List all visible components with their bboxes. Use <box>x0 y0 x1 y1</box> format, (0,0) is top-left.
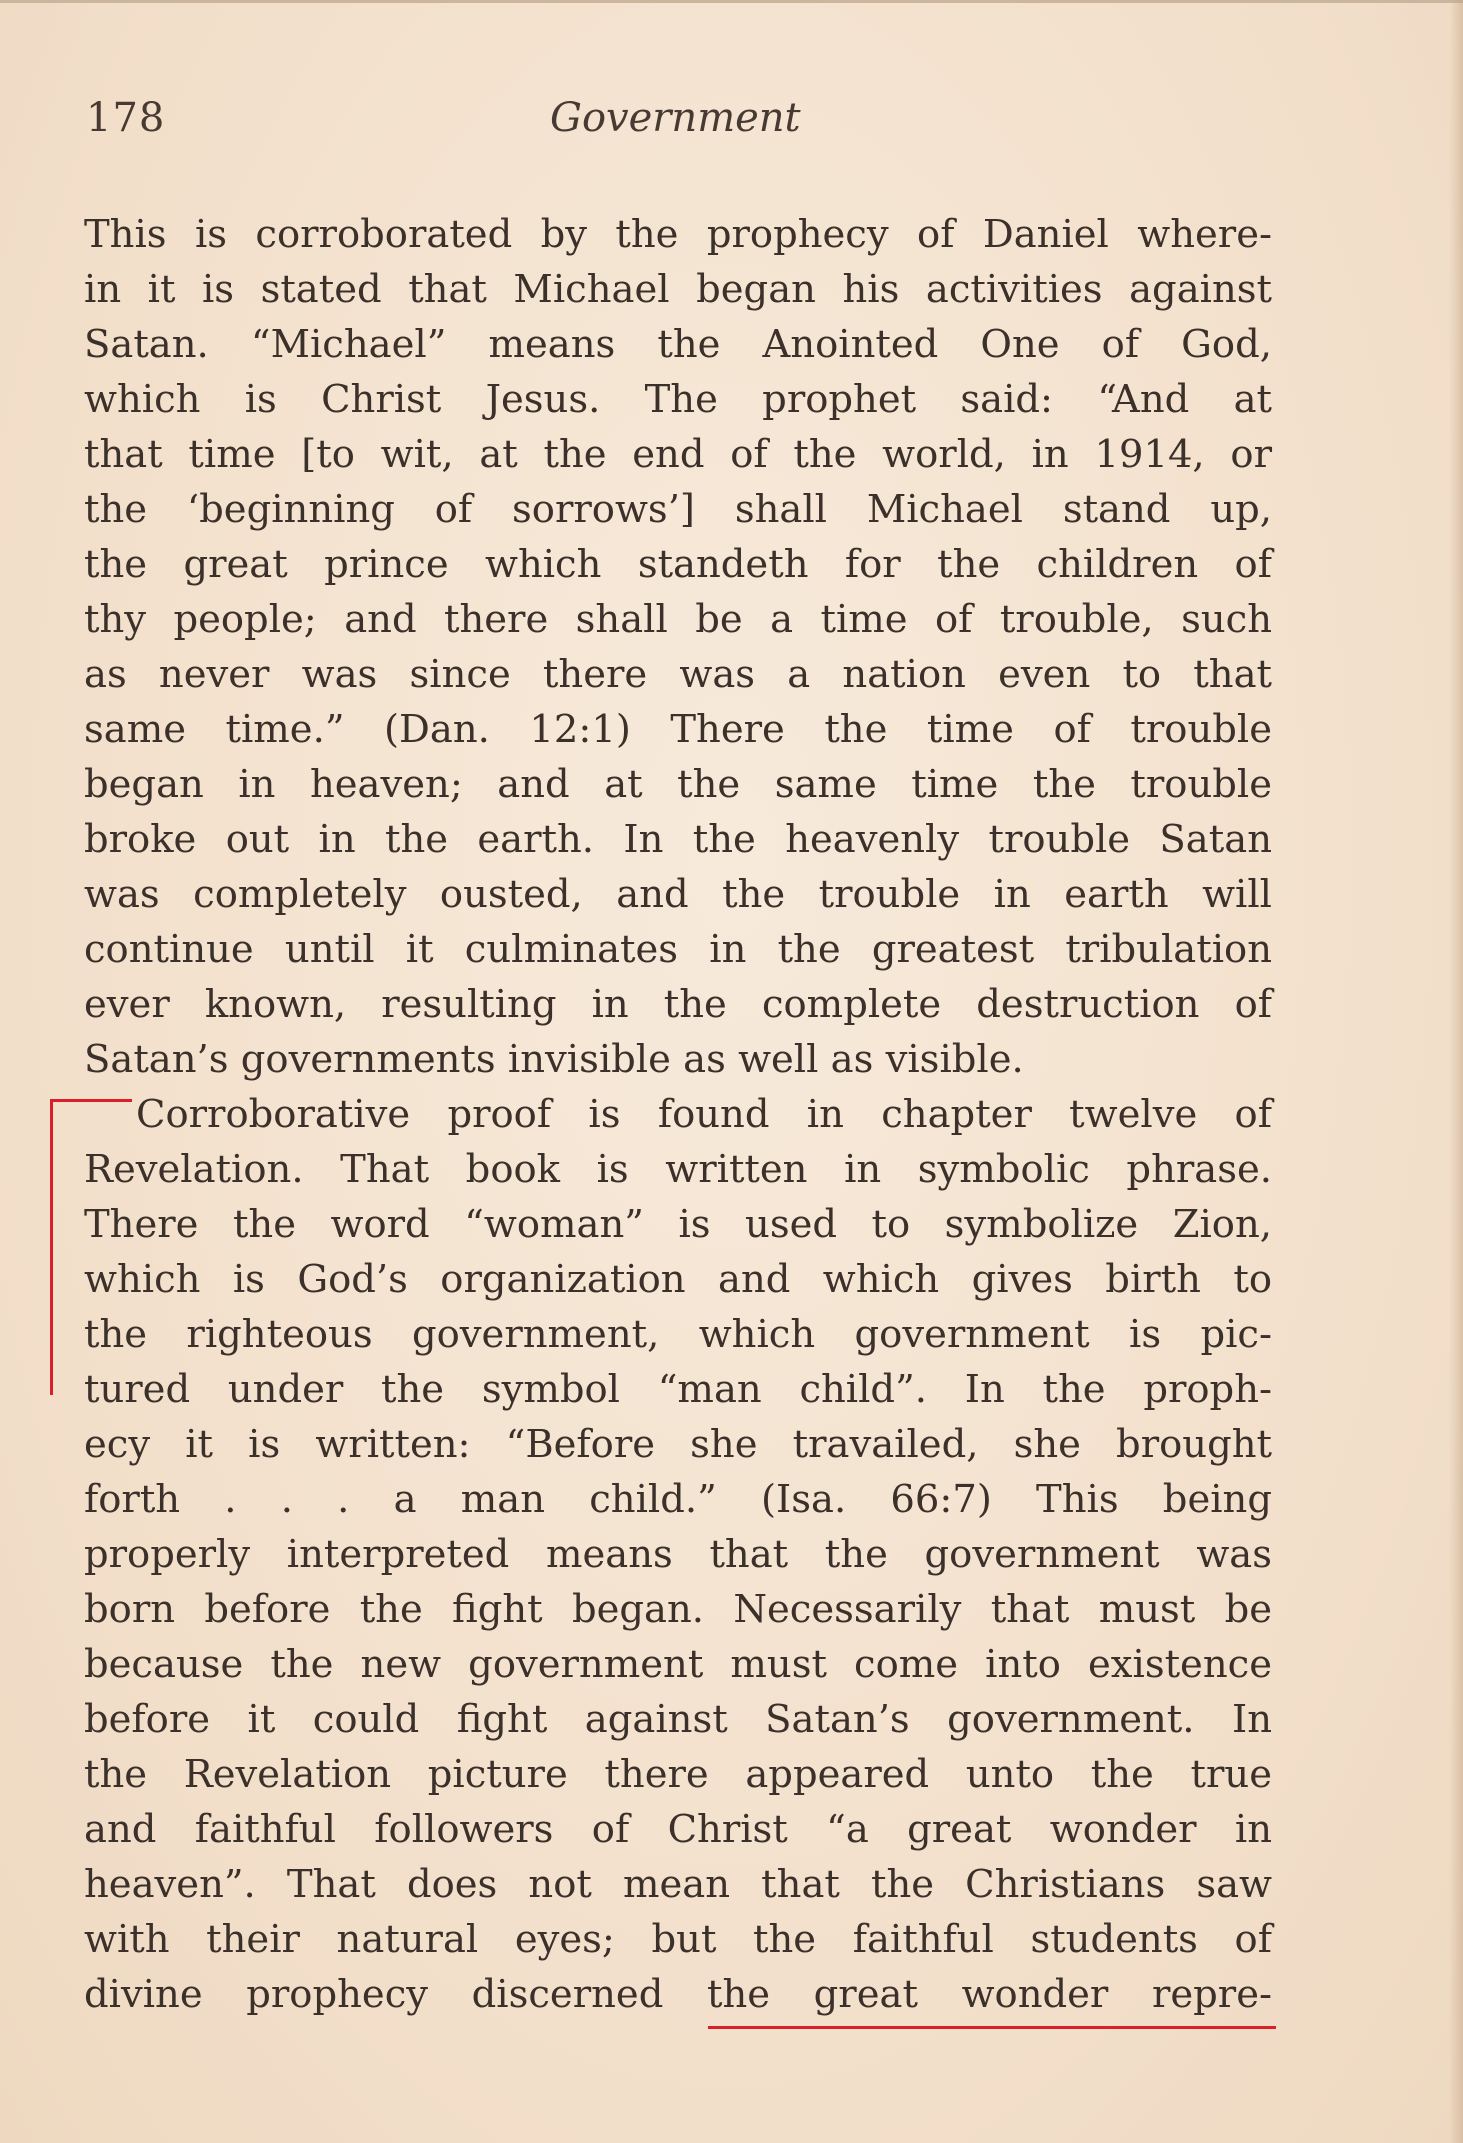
text-line: thy people; and there shall be a time of trouble, such <box>84 597 1272 642</box>
text-line: began in heaven; and at the same time the trouble <box>84 762 1272 807</box>
text-line: Satan. “Michael” means the Anointed One of God, <box>84 322 1272 367</box>
text-line: which is Christ Jesus. The prophet said: “And at <box>84 377 1272 422</box>
text-line: There the word “woman” is used to symbolize Zion, <box>84 1202 1272 1247</box>
text-line: in it is stated that Michael began his activities against <box>84 267 1272 312</box>
text-line: was completely ousted, and the trouble in earth will <box>84 872 1272 917</box>
text-line: because the new government must come into existence <box>84 1642 1272 1687</box>
text-line: Corroborative proof is found in chapter twelve of <box>136 1092 1272 1137</box>
text-line: the righteous government, which government is pic- <box>84 1312 1272 1357</box>
running-title: Government <box>550 95 801 141</box>
text-line: continue until it culminates in the greatest tribulation <box>84 927 1272 972</box>
paragraph-1 <box>84 207 1272 1087</box>
paragraph-2 <box>84 1087 1272 2022</box>
text-line: This is corroborated by the prophecy of Daniel where- <box>84 212 1272 257</box>
text-line: which is God’s organization and which gives birth to <box>84 1257 1272 1302</box>
annotation-underline <box>708 2026 1276 2029</box>
page-number: 178 <box>86 95 166 141</box>
text-line: as never was since there was a nation even to that <box>84 652 1272 697</box>
text-line: ever known, resulting in the complete destruction of <box>84 982 1272 1027</box>
page-top-edge <box>0 0 1463 3</box>
text-line: the great prince which standeth for the children of <box>84 542 1272 587</box>
text-line: properly interpreted means that the government was <box>84 1532 1272 1577</box>
text-line: that time [to wit, at the end of the world, in 1914, or <box>84 432 1272 477</box>
text-line: same time.” (Dan. 12:1) There the time of trouble <box>84 707 1272 752</box>
text-line: forth . . . a man child.” (Isa. 66:7) This being <box>84 1477 1272 1522</box>
text-line: Satan’s governments invisible as well as visible. <box>84 1037 1024 1082</box>
page-gutter-shadow <box>1449 0 1463 2143</box>
text-line: ecy it is written: “Before she travailed, she brought <box>84 1422 1272 1467</box>
text-line: the Revelation picture there appeared unto the true <box>84 1752 1272 1797</box>
text-line: born before the fight began. Necessarily that must be <box>84 1587 1272 1632</box>
text-line: heaven”. That does not mean that the Christians saw <box>84 1862 1272 1907</box>
text-line: divine prophecy discerned the great wonder repre- <box>84 1972 1272 2017</box>
annotation-bracket-top <box>50 1099 132 1102</box>
annotation-bracket-side <box>50 1099 53 1395</box>
text-line: before it could fight against Satan’s government. In <box>84 1697 1272 1742</box>
text-line: Revelation. That book is written in symbolic phrase. <box>84 1147 1272 1192</box>
text-line: broke out in the earth. In the heavenly trouble Satan <box>84 817 1272 862</box>
text-line: with their natural eyes; but the faithful students of <box>84 1917 1272 1962</box>
body-text <box>84 207 1272 2022</box>
text-line: tured under the symbol “man child”. In the proph- <box>84 1367 1272 1412</box>
text-line: the ‘beginning of sorrows’] shall Michael stand up, <box>84 487 1272 532</box>
text-line: and faithful followers of Christ “a great wonder in <box>84 1807 1272 1852</box>
